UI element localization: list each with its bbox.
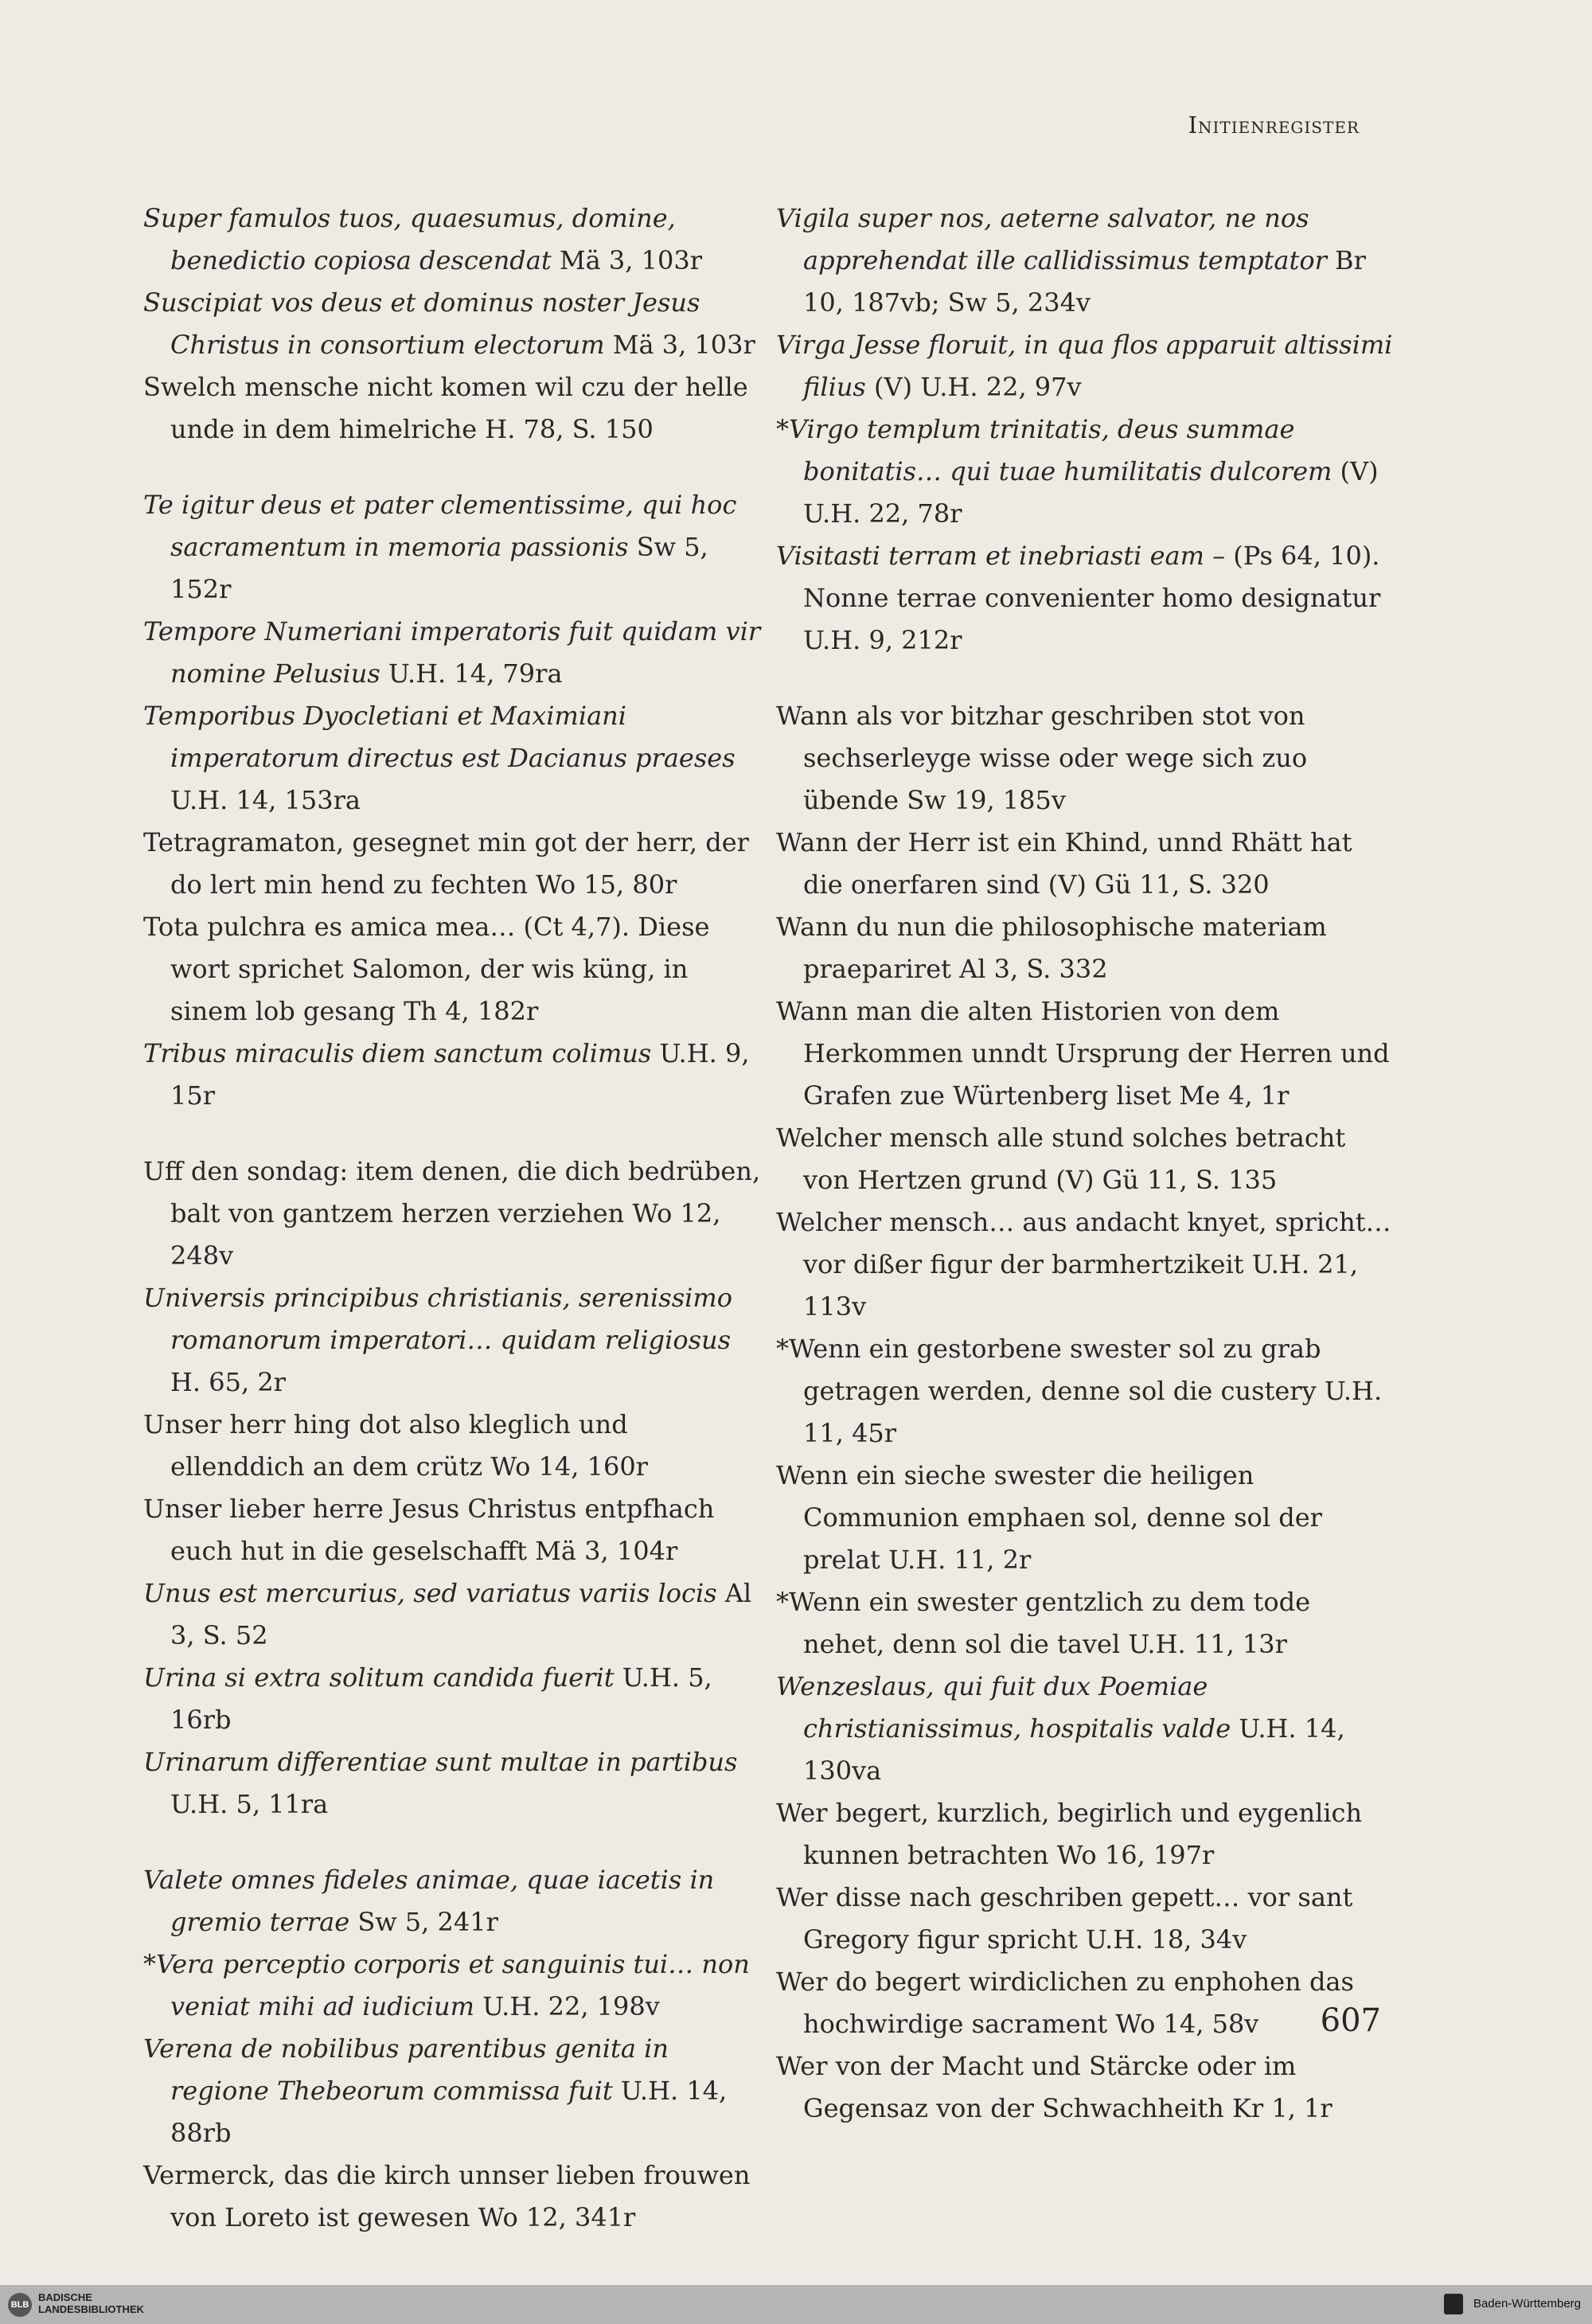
entry-reference: Welcher mensch… aus andacht knyet, spricht… vor dißer figur der barmhertzikeit U.H. 21, 113v	[776, 1207, 1391, 1322]
page-number: 607	[1320, 2002, 1381, 2039]
entry-reference: H. 65, 2r	[170, 1367, 286, 1397]
index-entry	[776, 197, 1397, 324]
index-entry	[776, 324, 1397, 408]
entry-reference: *Wenn ein swester gentzlich zu dem tode nehet, denn sol die tavel U.H. 11, 13r	[776, 1587, 1311, 1659]
index-entry	[776, 906, 1397, 990]
entry-reference: – (Ps 64, 10). Nonne terrae convenienter homo designatur U.H. 9, 212r	[803, 541, 1381, 655]
entry-reference: Swelch mensche nicht komen wil czu der helle unde in dem himelriche H. 78, S. 150	[143, 372, 748, 444]
index-entry	[143, 1657, 764, 1741]
blb-name-line2: LANDESBIBLIOTHEK	[38, 2303, 144, 2315]
index-entry	[143, 484, 764, 611]
index-entry	[776, 822, 1397, 906]
incipit-latin: Tribus miraculis diem sanctum colimus	[143, 1038, 652, 1068]
left-column	[143, 197, 764, 2239]
entry-reference: Sw 5, 152r	[170, 532, 708, 604]
index-entry	[143, 1572, 764, 1657]
index-entry	[143, 282, 764, 366]
index-entry	[143, 1404, 764, 1488]
index-entry	[143, 1741, 764, 1826]
entry-reference: Uff den sondag: item denen, die dich bedrüben, balt von gantzem herzen verziehen Wo 12, 248v	[143, 1156, 761, 1271]
entry-reference: Unser lieber herre Jesus Christus entpfhach euch hut in die geselschafft Mä 3, 104r	[143, 1494, 715, 1566]
incipit-latin: Te igitur deus et pater clementissime, qui hoc sacramentum in memoria passionis	[143, 490, 737, 562]
index-entry	[143, 1859, 764, 1943]
incipit-latin: Tempore Numeriani imperatoris fuit quidam vir nomine Pelusius	[143, 616, 761, 689]
index-entry	[143, 2028, 764, 2154]
entry-reference: Welcher mensch alle stund solches betracht von Hertzen grund (V) Gü 11, S. 135	[776, 1123, 1346, 1195]
entry-reference: Wer begert, kurzlich, begirlich und eygenlich kunnen betrachten Wo 16, 197r	[776, 1798, 1363, 1870]
incipit-latin: Universis principibus christianis, serenissimo romanorum imperatori… quidam religiosus	[143, 1283, 732, 1355]
entry-reference: Wann der Herr ist ein Khind, unnd Rhätt hat die onerfaren sind (V) Gü 11, S. 320	[776, 827, 1352, 900]
index-entry	[143, 1150, 764, 1277]
blb-name-line1: BADISCHE	[38, 2291, 92, 2303]
entry-reference: U.H. 14, 88rb	[170, 2076, 728, 2148]
index-entry	[143, 906, 764, 1033]
entry-reference: U.H. 5, 11ra	[170, 1789, 329, 1819]
index-entry	[776, 408, 1397, 535]
index-entry	[143, 366, 764, 451]
index-entry	[143, 2154, 764, 2239]
entry-reference: Wenn ein sieche swester die heiligen Communion emphaen sol, denne sol der prelat U.H. 11, 2r	[776, 1460, 1322, 1575]
entry-reference: Wann du nun die philosophische materiam praepariret Al 3, S. 332	[776, 912, 1327, 984]
index-entry	[776, 1117, 1397, 1201]
incipit-latin: Vigila super nos, aeterne salvator, ne nos apprehendat ille callidissimus temptator	[776, 203, 1327, 275]
incipit-latin: Visitasti terram et inebriasti eam	[776, 541, 1204, 571]
index-entry	[776, 1666, 1397, 1792]
incipit-latin: Unus est mercurius, sed variatus variis locis	[143, 1578, 717, 1608]
index-entry	[776, 1581, 1397, 1666]
incipit-latin: Urina si extra solitum candida fuerit	[143, 1662, 615, 1693]
bw-coat-of-arms-icon	[1444, 2294, 1463, 2314]
incipit-latin: *Vera perceptio corporis et sanguinis tui… non veniat mihi ad iudicium	[143, 1949, 750, 2021]
entry-reference: Al 3, S. 52	[170, 1578, 752, 1650]
incipit-latin: Temporibus Dyocletiani et Maximiani imperatorum directus est Dacianus praeses	[143, 701, 736, 773]
index-entry	[143, 611, 764, 695]
index-entry	[776, 1455, 1397, 1581]
index-entry	[143, 1033, 764, 1117]
entry-reference: Vermerck, das die kirch unnser lieben frouwen von Loreto ist gewesen Wo 12, 341r	[143, 2160, 751, 2232]
index-entry	[776, 1877, 1397, 1961]
index-entry	[143, 1943, 764, 2028]
entry-reference: U.H. 14, 79ra	[380, 658, 563, 689]
entry-reference: Wer do begert wirdiclichen zu enphohen das hochwirdige sacrament Wo 14, 58v	[776, 1967, 1354, 2039]
entry-reference: Tota pulchra es amica mea… (Ct 4,7). Diese wort sprichet Salomon, der wis küng, in sinem lob gesang Th 4, 182r	[143, 912, 710, 1026]
blb-logo-icon: BLB	[8, 2293, 32, 2317]
bw-name: Baden-Württemberg	[1473, 2297, 1581, 2310]
entry-reference: Mä 3, 103r	[604, 330, 755, 360]
entry-reference: Wann als vor bitzhar geschriben stot von sechserleyge wisse oder wege sich zuo übende Sw 19, 185v	[776, 701, 1308, 815]
entry-reference: (V) U.H. 22, 78r	[803, 456, 1379, 529]
entry-reference: U.H. 22, 198v	[474, 1991, 660, 2021]
entry-reference: *Wenn ein gestorbene swester sol zu grab getragen werden, denne sol die custery U.H. 11, 45r	[776, 1334, 1383, 1448]
incipit-latin: Wenzeslaus, qui fuit dux Poemiae christianissimus, hospitalis valde	[776, 1671, 1231, 1744]
library-footer	[0, 2285, 1592, 2324]
entry-reference: Br 10, 187vb; Sw 5, 234v	[803, 245, 1366, 318]
incipit-latin: Virga Jesse floruit, in qua flos apparuit altissimi filius	[776, 330, 1393, 402]
index-entry	[143, 197, 764, 282]
blb-name	[38, 2291, 144, 2315]
incipit-latin: Valete omnes fideles animae, quae iacetis in gremio terrae	[143, 1865, 715, 1937]
index-entry	[143, 822, 764, 906]
entry-reference: U.H. 14, 130va	[803, 1713, 1345, 1786]
index-entry	[143, 695, 764, 822]
entry-reference: (V) U.H. 22, 97v	[865, 372, 1082, 402]
index-entry	[776, 535, 1397, 662]
running-header: Initienregister	[1188, 111, 1360, 139]
entry-reference: Wer von der Macht und Stärcke oder im Gegensaz von der Schwachheith Kr 1, 1r	[776, 2051, 1333, 2123]
index-entry	[776, 1328, 1397, 1455]
index-entry	[776, 2045, 1397, 2130]
index-entry	[776, 990, 1397, 1117]
index-entry	[776, 1961, 1397, 2045]
entry-reference: U.H. 9, 15r	[170, 1038, 750, 1111]
index-entry	[776, 695, 1397, 822]
incipit-latin: Super famulos tuos, quaesumus, domine, benedictio copiosa descendat	[143, 203, 676, 275]
entry-reference: U.H. 5, 16rb	[170, 1662, 712, 1735]
entry-reference: Wer disse nach geschriben gepett… vor sant Gregory figur spricht U.H. 18, 34v	[776, 1882, 1353, 1955]
incipit-latin: Verena de nobilibus parentibus genita in regione Thebeorum commissa fuit	[143, 2033, 669, 2106]
incipit-latin: Suscipiat vos deus et dominus noster Jesus Christus in consortium electorum	[143, 287, 700, 360]
entry-reference: Sw 5, 241r	[349, 1907, 498, 1937]
index-entry	[776, 1201, 1397, 1328]
entry-reference: U.H. 14, 153ra	[170, 785, 361, 815]
incipit-latin: Urinarum differentiae sunt multae in partibus	[143, 1747, 738, 1777]
entry-reference: Wann man die alten Historien von dem Herkommen unndt Ursprung der Herren und Grafen zue Würtenberg liset Me 4, 1r	[776, 996, 1390, 1111]
index-entry	[776, 1792, 1397, 1877]
right-column	[776, 197, 1397, 2130]
index-entry	[143, 1488, 764, 1572]
index-entry	[143, 1277, 764, 1404]
entry-reference: Mä 3, 103r	[551, 245, 702, 275]
entry-reference: Unser herr hing dot also kleglich und ellenddich an dem crütz Wo 14, 160r	[143, 1409, 648, 1482]
entry-reference: Tetragramaton, gesegnet min got der herr, der do lert min hend zu fechten Wo 15, 80r	[143, 827, 749, 900]
incipit-latin: *Virgo templum trinitatis, deus summae bonitatis… qui tuae humilitatis dulcorem	[776, 414, 1333, 486]
